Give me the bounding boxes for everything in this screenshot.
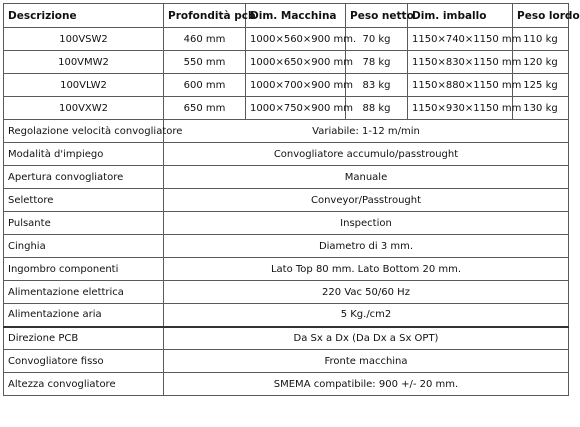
spec-row xyxy=(4,212,569,235)
spec-label: Altezza convogliatore xyxy=(4,373,164,396)
model-name: 100VSW2 xyxy=(4,28,164,51)
header-dim-imballo: Dim. imballo xyxy=(408,4,513,28)
spec-label: Ingombro componenti xyxy=(4,258,164,281)
pcb-depth: 550 mm xyxy=(164,51,246,74)
spec-label: Direzione PCB xyxy=(4,327,164,350)
spec-label: Regolazione velocità convogliatore xyxy=(4,120,164,143)
spec-value: 5 Kg./cm2 xyxy=(164,304,569,327)
spec-label: Apertura convogliatore xyxy=(4,166,164,189)
pcb-depth: 600 mm xyxy=(164,74,246,97)
net-weight: 78 kg xyxy=(346,51,408,74)
model-row xyxy=(4,97,569,120)
model-name: 100VXW2 xyxy=(4,97,164,120)
model-row xyxy=(4,51,569,74)
header-dim-macchina: Dim. Macchina xyxy=(246,4,346,28)
spec-row xyxy=(4,304,569,327)
spec-value: Fronte macchina xyxy=(164,350,569,373)
machine-dim: 1000×650×900 mm xyxy=(246,51,346,74)
spec-label: Alimentazione aria xyxy=(4,304,164,327)
pack-dim: 1150×830×1150 mm xyxy=(408,51,513,74)
spec-label: Modalità d'impiego xyxy=(4,143,164,166)
spec-sheet xyxy=(3,3,580,396)
spec-value: Da Sx a Dx (Da Dx a Sx OPT) xyxy=(164,327,569,350)
header-peso-lordo: Peso lordo xyxy=(513,4,569,28)
spec-value: Inspection xyxy=(164,212,569,235)
header-profondita: Profondità pcb xyxy=(164,4,246,28)
net-weight: 70 kg xyxy=(346,28,408,51)
header-peso-netto: Peso netto xyxy=(346,4,408,28)
model-row xyxy=(4,74,569,97)
spec-row xyxy=(4,235,569,258)
pcb-depth: 460 mm xyxy=(164,28,246,51)
model-row xyxy=(4,28,569,51)
gross-weight: 120 kg xyxy=(513,51,569,74)
machine-dim: 1000×560×900 mm. xyxy=(246,28,346,51)
spec-row xyxy=(4,120,569,143)
net-weight: 88 kg xyxy=(346,97,408,120)
spec-label: Convogliatore fisso xyxy=(4,350,164,373)
spec-row xyxy=(4,373,569,396)
spec-row xyxy=(4,189,569,212)
model-name: 100VMW2 xyxy=(4,51,164,74)
spec-value: Conveyor/Passtrought xyxy=(164,189,569,212)
pack-dim: 1150×880×1150 mm xyxy=(408,74,513,97)
gross-weight: 110 kg xyxy=(513,28,569,51)
header-row xyxy=(4,4,569,28)
spec-row xyxy=(4,166,569,189)
gross-weight: 125 kg xyxy=(513,74,569,97)
machine-dim: 1000×750×900 mm xyxy=(246,97,346,120)
model-name: 100VLW2 xyxy=(4,74,164,97)
spec-value: 220 Vac 50/60 Hz xyxy=(164,281,569,304)
spec-row xyxy=(4,350,569,373)
spec-label: Cinghia xyxy=(4,235,164,258)
spec-value: Convogliatore accumulo/passtrought xyxy=(164,143,569,166)
pack-dim: 1150×930×1150 mm xyxy=(408,97,513,120)
machine-dim: 1000×700×900 mm xyxy=(246,74,346,97)
spec-value: Lato Top 80 mm. Lato Bottom 20 mm. xyxy=(164,258,569,281)
spec-table xyxy=(3,3,580,396)
spec-value: Diametro di 3 mm. xyxy=(164,235,569,258)
gross-weight: 130 kg xyxy=(513,97,569,120)
spec-label: Selettore xyxy=(4,189,164,212)
spec-row xyxy=(4,327,569,350)
spec-label: Alimentazione elettrica xyxy=(4,281,164,304)
spec-row xyxy=(4,258,569,281)
spec-value: Variabile: 1-12 m/min xyxy=(164,120,569,143)
spec-value: Manuale xyxy=(164,166,569,189)
header-descrizione: Descrizione xyxy=(4,4,164,28)
pcb-depth: 650 mm xyxy=(164,97,246,120)
spec-value: SMEMA compatibile: 900 +/- 20 mm. xyxy=(164,373,569,396)
spec-row xyxy=(4,281,569,304)
spec-label: Pulsante xyxy=(4,212,164,235)
spec-row xyxy=(4,143,569,166)
pack-dim: 1150×740×1150 mm xyxy=(408,28,513,51)
net-weight: 83 kg xyxy=(346,74,408,97)
